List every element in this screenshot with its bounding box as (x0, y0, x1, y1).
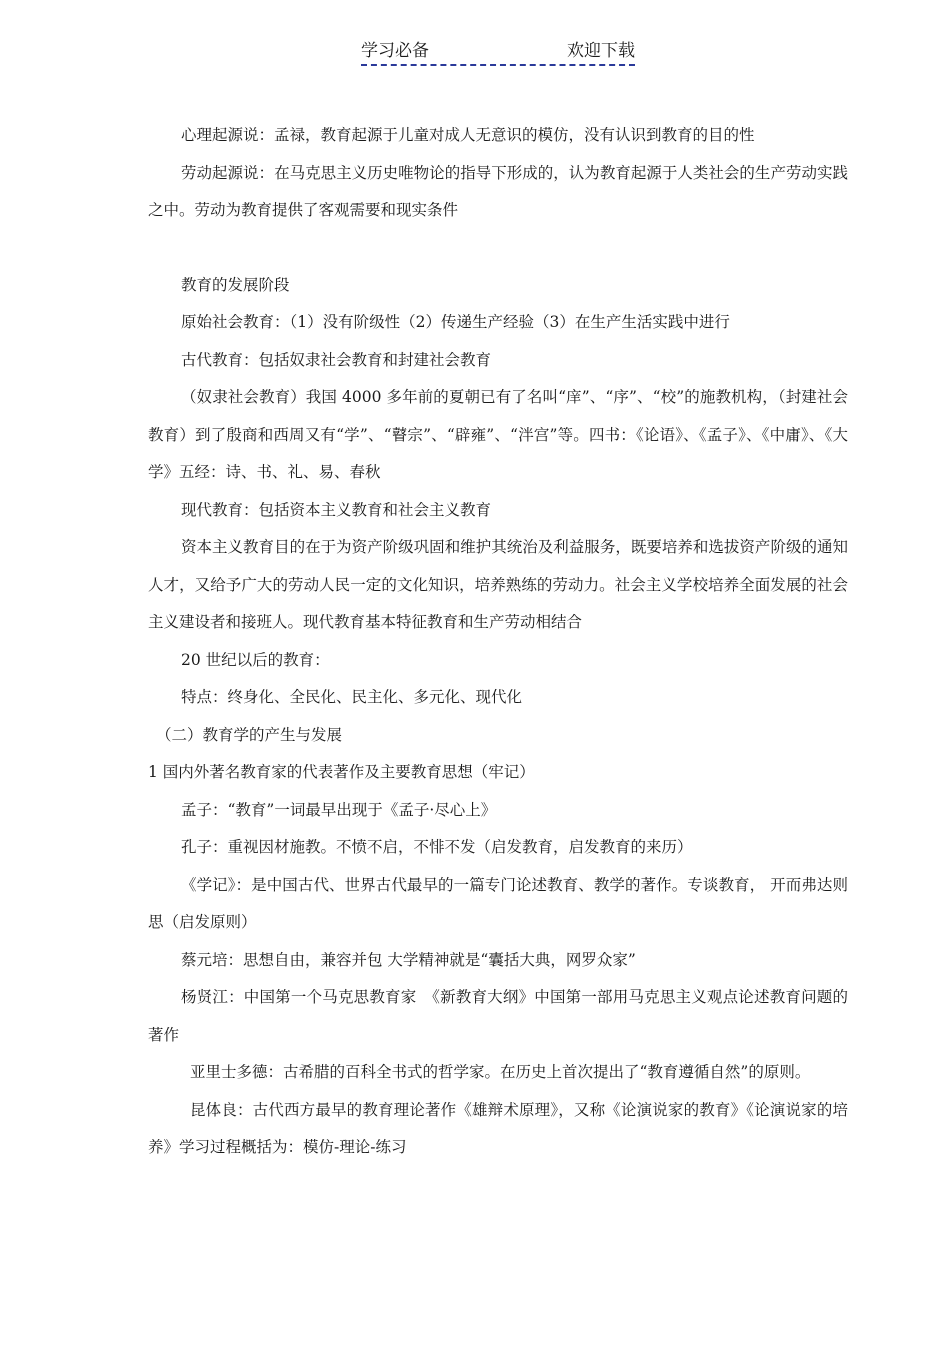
section-heading-pedagogy: （二）教育学的产生与发展 (156, 725, 343, 744)
paragraph-xueji: 《学记》：是中国古代、世界古代最早的一篇专门论述教育、教学的著作。专谈教育， 开而弗达则思（启发原则） (148, 875, 848, 931)
subsection-heading-educators: 1 国内外著名教育家的代表著作及主要教育思想（牢记） (148, 763, 535, 781)
header-right-text: 欢迎下载 (567, 41, 635, 61)
paragraph-aristotle: 亚里士多德：古希腊的百科全书式的哲学家。在历史上首次提出了“教育遵循自然”的原则。 (190, 1063, 811, 1081)
paragraph-quintilian: 昆体良：古代西方最早的教育理论著作《雄辩术原理》，又称《论演说家的教育》《论演说家的培养》学习过程概括为：模仿-理论-练习 (148, 1100, 848, 1156)
header-left-text: 学习必备 (361, 41, 429, 61)
paragraph-confucius: 孔子：重视因材施教。不愤不启，不悱不发（启发教育，启发教育的来历） (181, 838, 693, 856)
heading-development-stages: 教育的发展阶段 (181, 275, 290, 294)
paragraph-psychological-origin: 心理起源说：孟禄，教育起源于儿童对成人无意识的模仿，没有认识到教育的目的性 (181, 126, 755, 144)
paragraph-ancient-education: 古代教育：包括奴隶社会教育和封建社会教育 (181, 350, 492, 369)
paragraph-labor-origin: 劳动起源说：在马克思主义历史唯物论的指导下形成的，认为教育起源于人类社会的生产劳动实践之中。劳动为教育提供了客观需要和现实条件 (148, 163, 848, 219)
paragraph-capitalist-education: 资本主义教育目的在于为资产阶级巩固和维护其统治及利益服务，既要培养和选拔资产阶级的通知人才，又给予广大的劳动人民一定的文化知识，培养熟练的劳动力。社会主义学校培养全面发展的社会主义建设者和接班人。现代教育基本特征教育和生产劳动相结合 (148, 538, 848, 631)
paragraph-cai-yuanpei: 蔡元培：思想自由，兼容并包 大学精神就是“囊括大典，网罗众家” (181, 950, 636, 969)
paragraph-modern-education: 现代教育：包括资本主义教育和社会主义教育 (181, 500, 492, 519)
paragraph-primitive-education: 原始社会教育：（1）没有阶级性（2）传递生产经验（3）在生产生活实践中进行 (181, 313, 730, 331)
paragraph-mencius: 孟子：“教育”一词最早出现于《孟子·尽心上》 (181, 800, 497, 819)
document-body (148, 117, 848, 1167)
paragraph-20th-century: 20 世纪以后的教育： (181, 650, 330, 669)
blank-line (148, 230, 848, 267)
paragraph-yang-xianjiang: 杨贤江：中国第一个马克思教育家 《新教育大纲》中国第一部用马克思主义观点论述教育问题的著作 (148, 988, 848, 1044)
paragraph-slave-feudal-education: （奴隶社会教育）我国 4000 多年前的夏朝已有了名叫“庠”、“序”、“校”的施教机构，（封建社会教育）到了殷商和西周又有“学”、“瞽宗”、“辟雍”、“泮宫”等。四书：《论语》、《孟子》、《中庸》、《大学》五经：诗、书、礼、易、春秋 (148, 388, 848, 481)
page-header (361, 38, 635, 66)
paragraph-characteristics: 特点：终身化、全民化、民主化、多元化、现代化 (181, 688, 523, 706)
